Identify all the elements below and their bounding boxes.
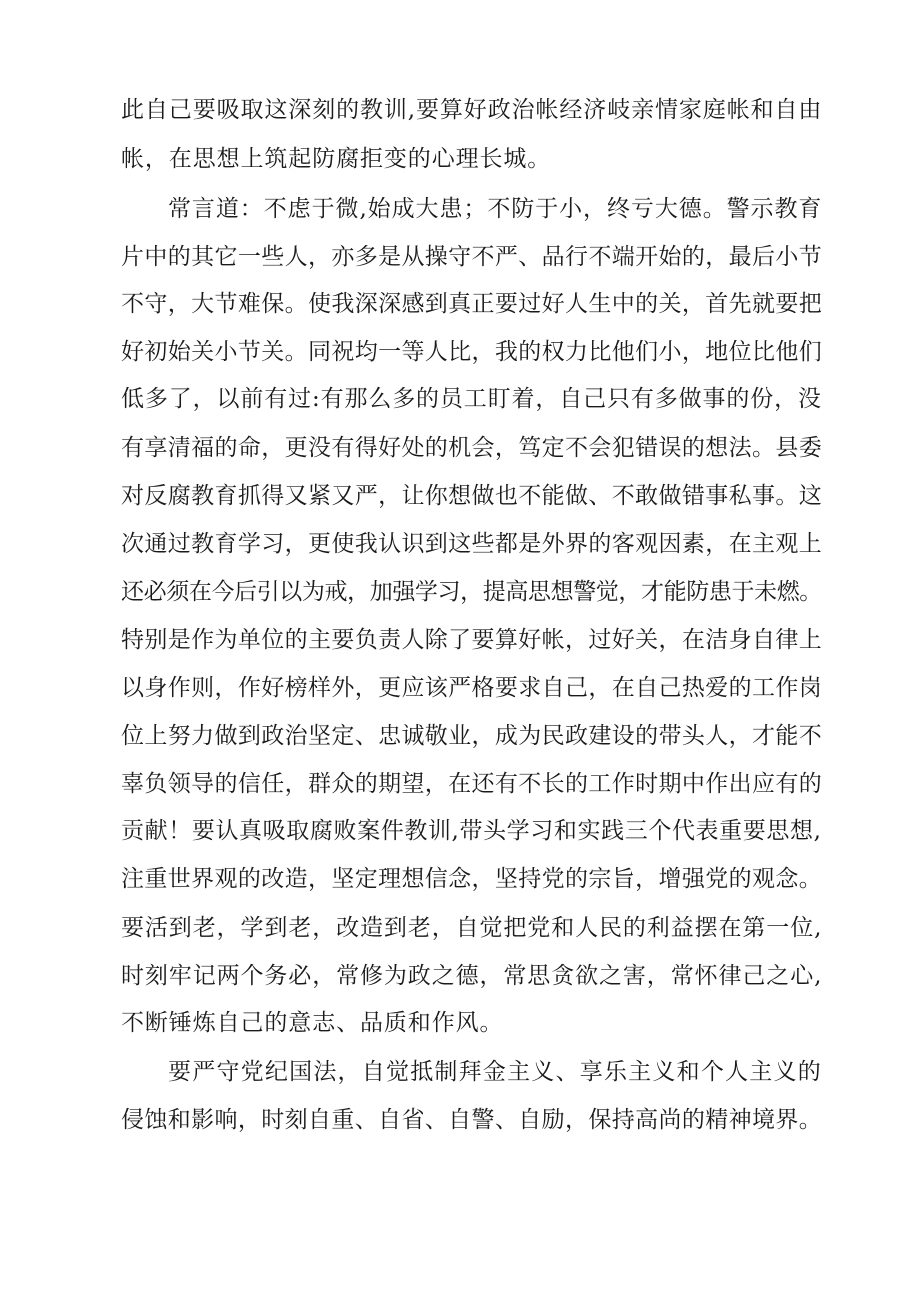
text-line: 对反腐教育抓得又紧又严，让你想做也不能做、不敢做错事私事。这: [121, 483, 823, 509]
text-line: 要活到老，学到老，改造到老，自觉把党和人民的利益摆在第一位,: [121, 915, 823, 941]
text-line: 帐，在思想上筑起防腐拒变的心理长城。: [121, 146, 552, 172]
text-line: 特别是作为单位的主要负责人除了要算好帐，过好关，在洁身自律上: [121, 627, 823, 653]
text-line: 位上努力做到政治坚定、忠诚敬业，成为民政建设的带头人，才能不: [121, 723, 823, 749]
text-line: 还必须在今后引以为戒，加强学习，提高思想警觉，才能防患于未燃。: [121, 579, 822, 605]
text-line: 时刻牢记两个务必，常修为政之德，常思贪欲之害，常怀律己之心,: [121, 963, 823, 989]
text-line: 此自己要吸取这深刻的教训,要算好政治帐经济岐亲情家庭帐和自由: [121, 97, 823, 123]
text-line: 侵蚀和影响，时刻自重、自省、自警、自励，保持高尚的精神境界。: [121, 1107, 823, 1133]
text-line: 辜负领导的信任，群众的期望，在还有不长的工作时期中作出应有的: [121, 771, 823, 797]
text-line: 不守，大节难保。使我深深感到真正要过好人生中的关，首先就要把: [121, 291, 823, 317]
text-line: 低多了，以前有过:有那么多的员工盯着，自己只有多做事的份，没: [121, 386, 822, 412]
text-line: 好初始关小节关。同祝均一等人比，我的权力比他们小，地位比他们: [121, 339, 823, 365]
text-line: 以身作则，作好榜样外，更应该严格要求自己，在自己热爱的工作岗: [121, 675, 823, 701]
text-line: 注重世界观的改造，坚定理想信念，坚持党的宗旨，增强党的观念。: [121, 866, 823, 892]
text-line: 不断锤炼自己的意志、品质和作风。: [121, 1010, 504, 1036]
text-line: 要严守党纪国法，自觉抵制拜金主义、享乐主义和个人主义的: [168, 1059, 822, 1085]
text-line: 常言道：不虑于微,始成大患；不防于小，终亏大德。警示教育: [168, 196, 823, 222]
text-line: 次通过教育学习，更使我认识到这些都是外界的客观因素，在主观上: [121, 531, 823, 557]
text-line: 片中的其它一些人，亦多是从操守不严、品行不端开始的，最后小节: [121, 244, 823, 270]
text-line: 有享清福的命，更没有得好处的机会，笃定不会犯错误的想法。县委: [121, 435, 823, 461]
text-line: 贡献！要认真吸取腐败案件教训,带头学习和实践三个代表重要思想,: [121, 818, 822, 844]
